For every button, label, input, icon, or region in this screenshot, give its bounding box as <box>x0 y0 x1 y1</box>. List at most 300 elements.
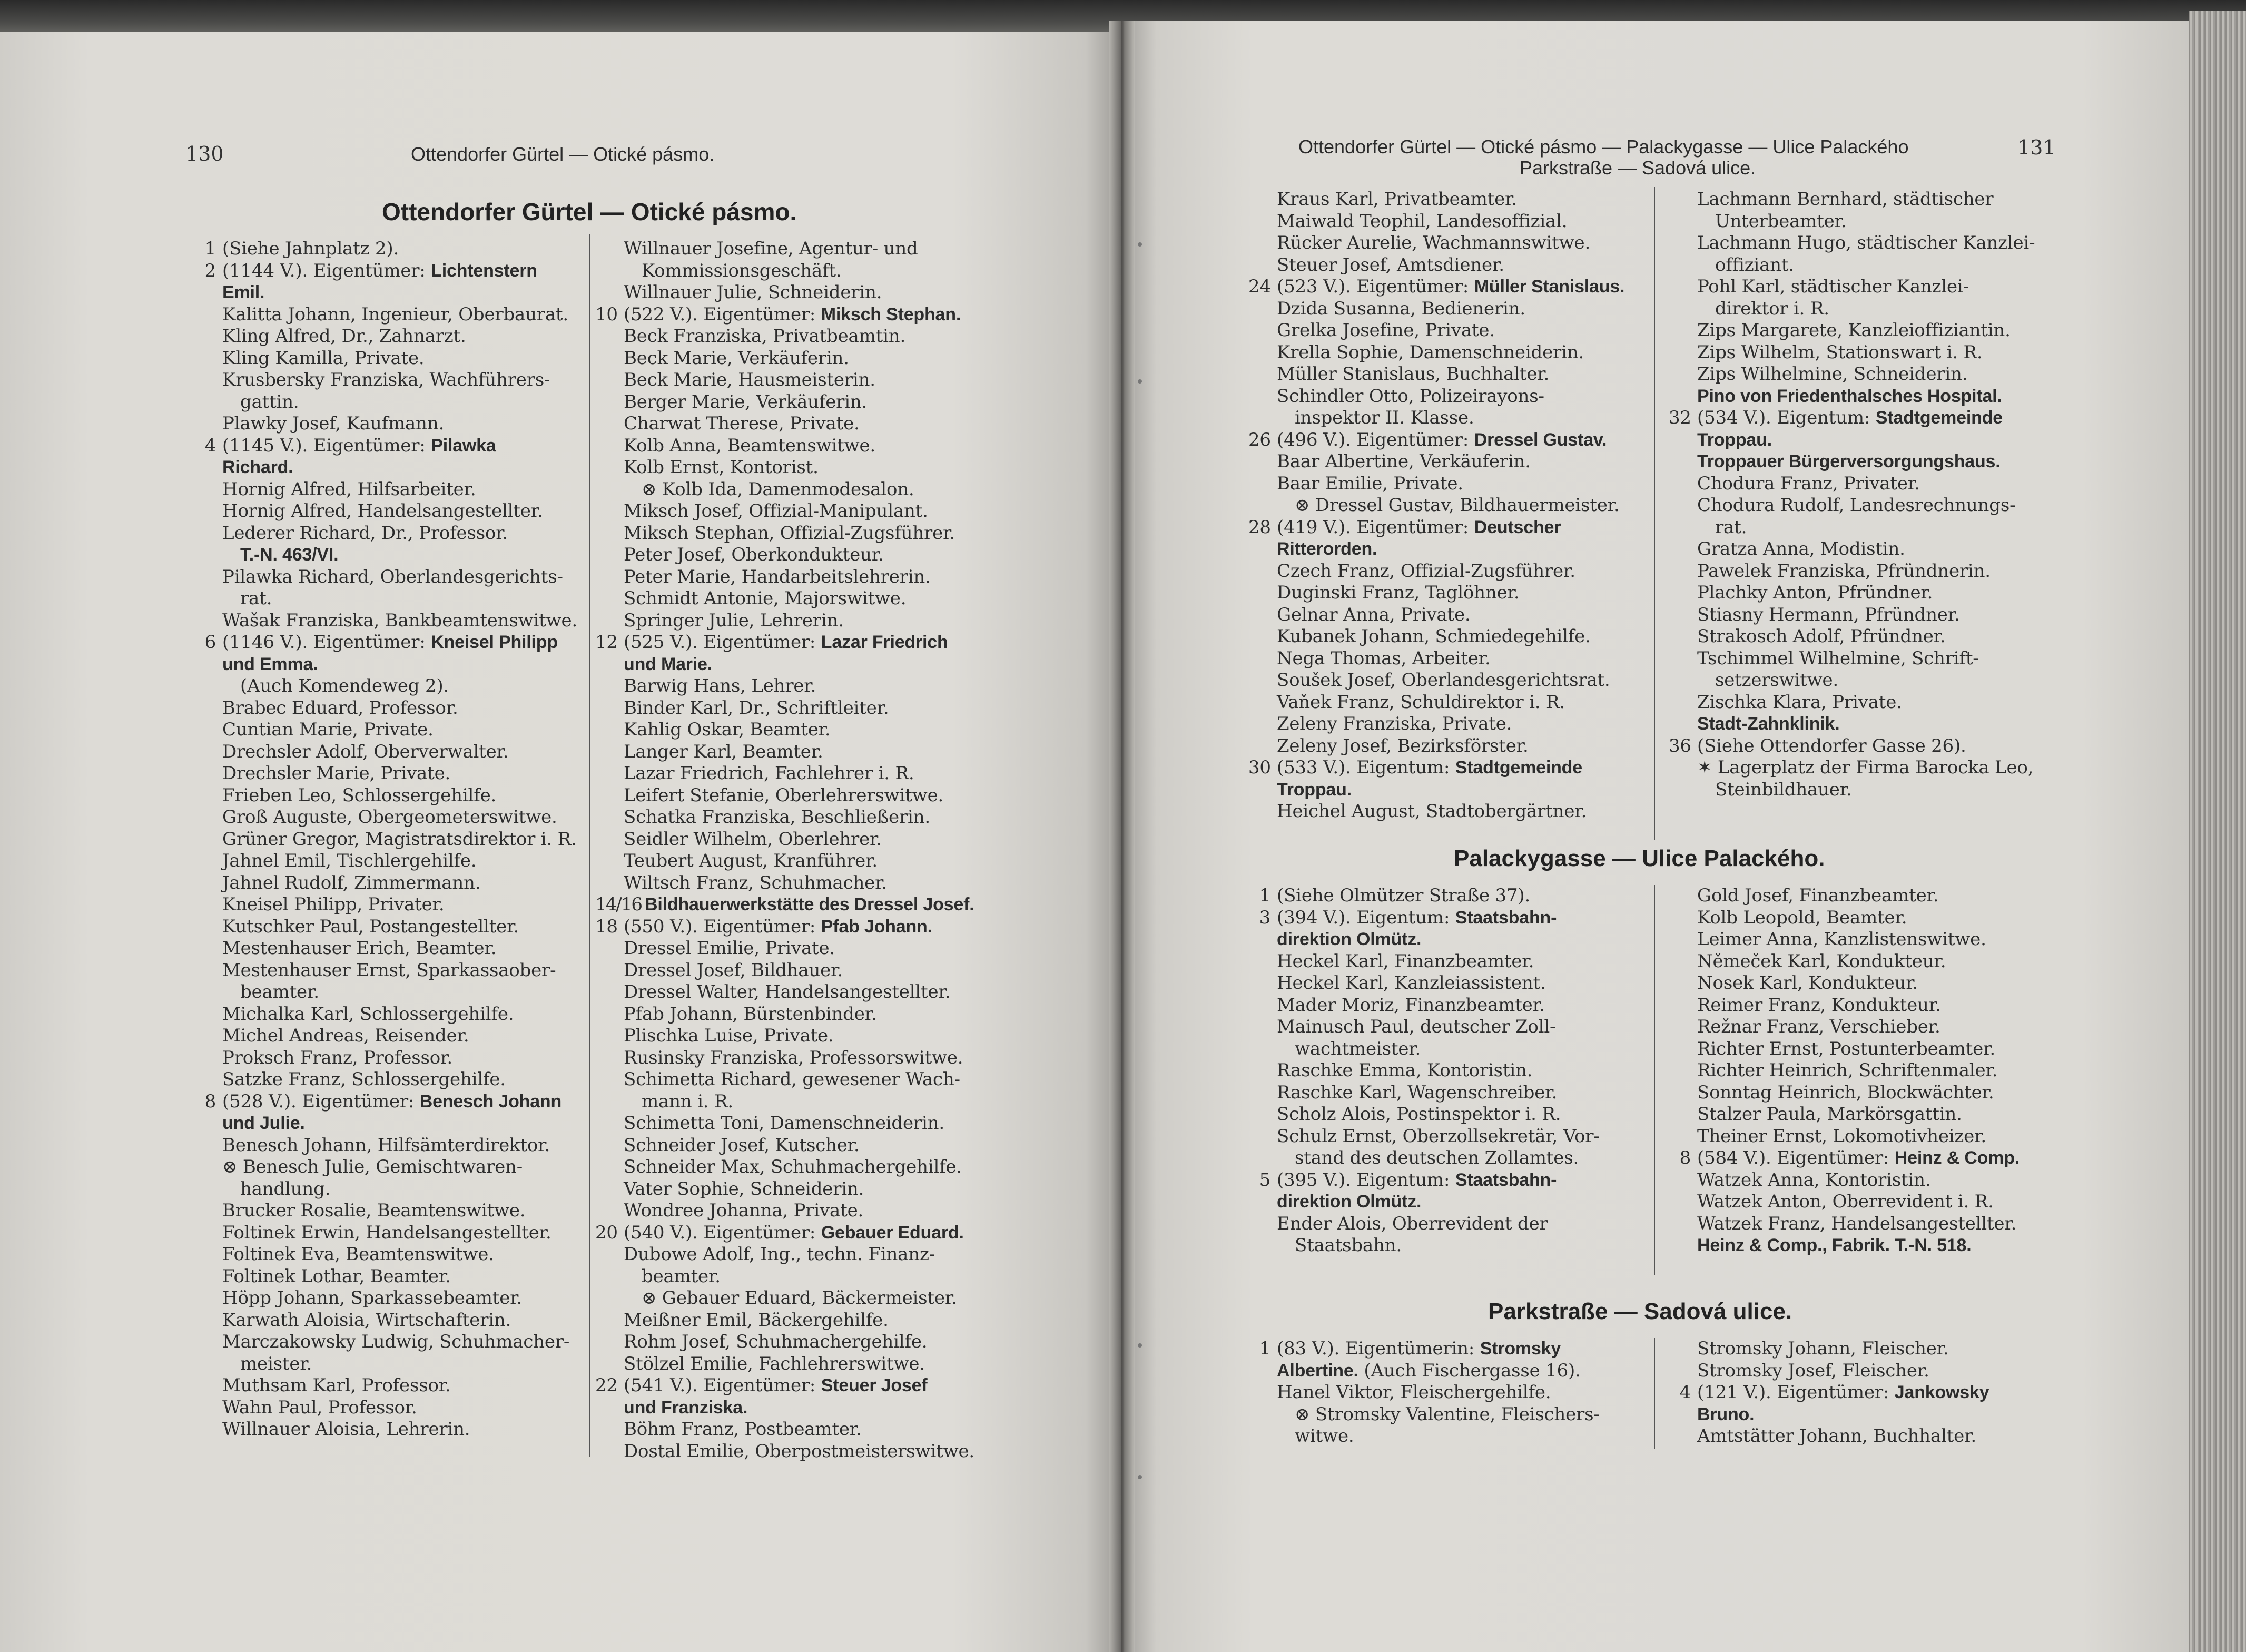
entry-text: Miksch Stephan, Offizial-Zugsführer. <box>624 522 955 544</box>
directory-line <box>1248 670 1624 692</box>
directory-line <box>1669 254 2035 277</box>
entry-text: Duginski Franz, Taglöhner. <box>1277 582 1520 603</box>
entry-text: Zips Wilhelmine, Schneiderin. <box>1697 363 1968 385</box>
entry-text: Willnauer Josefine, Agentur- und <box>624 238 918 259</box>
directory-line <box>1669 929 2020 951</box>
owner-name: Lichtenstern <box>431 260 537 281</box>
directory-line <box>1248 1169 1600 1192</box>
entry-text: (83 V.). Eigentümerin: <box>1277 1338 1480 1359</box>
entry-text: (584 V.). Eigentümer: <box>1697 1147 1895 1168</box>
entry-text: T.-N. 463/VI. <box>240 545 339 565</box>
directory-line <box>1669 648 2035 670</box>
entry-text: (Siehe Olmützer Straße 37). <box>1277 885 1531 906</box>
directory-line <box>194 1113 577 1135</box>
entry-text: (1146 V.). Eigentümer: <box>222 632 431 653</box>
directory-line <box>1669 757 2035 779</box>
house-number: 32 <box>1669 407 1691 428</box>
entry-text: Beck Marie, Hausmeisterin. <box>624 369 875 390</box>
owner-name: Steuer Josef <box>821 1375 928 1395</box>
owner-name: Miksch Stephan. <box>821 304 961 324</box>
column-rule-right-2 <box>1654 885 1655 1275</box>
directory-line <box>1248 1213 1600 1235</box>
entry-text: (496 V.). Eigentümer: <box>1277 429 1474 450</box>
entry-text: Jahnel Emil, Tischlergehilfe. <box>222 850 477 871</box>
directory-line <box>1248 451 1624 473</box>
entry-text: Heinz & Comp., Fabrik. T.-N. 518. <box>1697 1235 1972 1255</box>
directory-line <box>194 610 577 632</box>
directory-line <box>194 1353 577 1375</box>
house-number: 8 <box>204 1090 216 1112</box>
entry-text: Teubert August, Kranführer. <box>624 850 878 871</box>
directory-line <box>1669 189 2035 211</box>
entry-text: Heckel Karl, Finanzbeamter. <box>1277 950 1534 972</box>
left-column-1 <box>194 238 577 1441</box>
entry-text: Schimetta Toni, Damenschneiderin. <box>624 1113 944 1134</box>
entry-text: Wašak Franziska, Bankbeamtenswitwe. <box>222 609 578 631</box>
directory-line <box>595 1375 974 1397</box>
directory-line <box>1248 907 1600 929</box>
directory-line <box>194 238 577 260</box>
entry-text: Zeleny Josef, Bezirksförster. <box>1277 735 1529 756</box>
directory-line <box>1248 1060 1600 1082</box>
entry-text: Lazar Friedrich, Fachlehrer i. R. <box>624 763 914 784</box>
book-gutter <box>1109 21 1135 1652</box>
directory-line <box>1669 1360 1989 1382</box>
entry-text: Troppauer Bürgerversorgungshaus. <box>1697 451 2001 471</box>
entry-text: Raschke Karl, Wagenschreiber. <box>1277 1081 1558 1103</box>
house-number: 5 <box>1259 1169 1270 1191</box>
directory-line <box>1248 560 1624 583</box>
directory-line <box>595 1091 974 1113</box>
directory-line <box>194 588 577 610</box>
directory-line <box>1669 1038 2020 1060</box>
entry-text: und Franziska. <box>624 1397 748 1418</box>
owner-name: Pilawka <box>431 435 496 456</box>
directory-line <box>595 1222 974 1244</box>
entry-text: Zips Wilhelm, Stationswart i. R. <box>1697 341 1983 363</box>
directory-line <box>595 1113 974 1135</box>
directory-line <box>595 1047 974 1069</box>
entry-text: Muthsam Karl, Professor. <box>222 1375 451 1396</box>
entry-text: Peter Marie, Handarbeitslehrerin. <box>624 566 931 587</box>
entry-text: Amtstätter Johann, Buchhalter. <box>1697 1425 1976 1447</box>
directory-line <box>595 1069 974 1091</box>
entry-text: Drechsler Adolf, Oberverwalter. <box>222 741 509 762</box>
directory-line <box>1669 363 2035 386</box>
entry-text: Schimetta Richard, gewesener Wach- <box>624 1069 960 1090</box>
directory-line <box>1248 386 1624 408</box>
entry-text: Foltinek Erwin, Handelsangestellter. <box>222 1222 551 1243</box>
entry-text: ⊗ Gebauer Eduard, Bäckermeister. <box>642 1287 957 1309</box>
house-number: 6 <box>204 632 216 653</box>
entry-text: ⊗ Kolb Ida, Damenmodesalon. <box>642 478 914 500</box>
entry-text: Lachmann Bernhard, städtischer <box>1697 189 1994 210</box>
directory-line <box>194 413 577 435</box>
directory-line <box>1669 972 2020 995</box>
owner-name: Kneisel Philipp <box>431 632 558 652</box>
directory-line <box>1669 582 2035 604</box>
directory-line <box>595 1266 974 1288</box>
entry-text: (540 V.). Eigentümer: <box>624 1222 821 1243</box>
directory-line <box>595 1178 974 1201</box>
directory-line <box>1248 604 1624 626</box>
entry-text: ✶ Lagerplatz der Firma Barocka Leo, <box>1697 757 2034 778</box>
entry-text: Richter Ernst, Postunterbeamter. <box>1697 1038 1995 1059</box>
directory-line <box>595 1200 974 1222</box>
directory-line <box>1669 735 2035 758</box>
column-rule-right-3 <box>1654 1338 1655 1449</box>
house-number: 26 <box>1248 429 1271 450</box>
directory-line <box>1669 473 2035 495</box>
directory-line <box>1248 495 1624 517</box>
directory-line <box>194 1178 577 1201</box>
owner-name: Jankowsky <box>1894 1382 1989 1402</box>
directory-line <box>1248 582 1624 604</box>
directory-line <box>1669 1169 2020 1192</box>
directory-line <box>1248 538 1624 560</box>
owner-name: Gebauer Eduard. <box>821 1222 964 1243</box>
entry-text: Pfab Johann, Bürstenbinder. <box>624 1003 877 1025</box>
entry-text: Dzida Susanna, Bedienerin. <box>1277 298 1525 319</box>
entry-text: Kolb Leopold, Beamter. <box>1697 907 1907 928</box>
owner-name: Müller Stanislaus. <box>1474 277 1625 297</box>
house-number: 1 <box>1259 885 1270 906</box>
directory-line <box>194 1047 577 1069</box>
directory-line <box>595 238 974 260</box>
entry-text: Meißner Emil, Bäckergehilfe. <box>624 1309 889 1331</box>
directory-line <box>1248 1038 1600 1060</box>
directory-line <box>1248 951 1600 973</box>
directory-line <box>194 1331 577 1353</box>
directory-line <box>194 632 577 654</box>
entry-text: Vaňek Franz, Schuldirektor i. R. <box>1277 691 1565 713</box>
entry-text: und Emma. <box>222 654 318 674</box>
owner-name: Stromsky <box>1480 1339 1561 1359</box>
entry-text: Berger Marie, Verkäuferin. <box>624 391 868 412</box>
entry-text: Barwig Hans, Lehrer. <box>624 675 816 696</box>
directory-line <box>1248 1082 1600 1104</box>
directory-line <box>1248 1382 1600 1404</box>
entry-text: Wondree Johanna, Private. <box>624 1200 864 1221</box>
directory-line <box>194 1266 577 1288</box>
entry-text: (Siehe Jahnplatz 2). <box>222 238 399 259</box>
directory-line <box>1669 1382 1989 1404</box>
directory-line <box>194 1156 577 1178</box>
directory-line <box>1669 713 2035 735</box>
entry-text: Baar Emilie, Private. <box>1277 473 1463 494</box>
entry-text: (1145 V.). Eigentümer: <box>222 435 431 456</box>
column-rule-left <box>589 234 590 1457</box>
entry-text: witwe. <box>1295 1425 1354 1447</box>
entry-text: Kutschker Paul, Postangestellter. <box>222 916 519 937</box>
entry-text: Baar Albertine, Verkäuferin. <box>1277 451 1531 472</box>
directory-line <box>1248 254 1624 277</box>
directory-line <box>194 654 577 676</box>
directory-line <box>1669 451 2035 473</box>
directory-line <box>1669 1147 2020 1169</box>
directory-line <box>1248 929 1600 951</box>
entry-text: meister. <box>240 1353 312 1374</box>
directory-line <box>194 829 577 851</box>
entry-text: Schatka Franziska, Beschließerin. <box>624 807 931 828</box>
entry-text: Willnauer Aloisia, Lehrerin. <box>222 1419 470 1440</box>
directory-line <box>1669 232 2035 254</box>
directory-line <box>1669 779 2035 801</box>
house-number: 24 <box>1248 276 1271 297</box>
entry-text: Müller Stanislaus, Buchhalter. <box>1277 363 1550 385</box>
entry-text: Seidler Wilhelm, Oberlehrer. <box>624 828 882 850</box>
left-column-2 <box>595 238 974 1462</box>
house-number: 1 <box>204 238 216 259</box>
entry-text: Wahn Paul, Professor. <box>222 1397 417 1418</box>
entry-text: Zeleny Franziska, Private. <box>1277 713 1512 734</box>
directory-line <box>194 938 577 960</box>
entry-text: Schneider Max, Schuhmachergehilfe. <box>624 1156 962 1177</box>
directory-line <box>194 1244 577 1266</box>
directory-line <box>194 1069 577 1091</box>
entry-text: direktion Olmütz. <box>1277 1192 1422 1212</box>
entry-text: Staatsbahn. <box>1295 1235 1402 1256</box>
entry-text: Stadt-Zahnklinik. <box>1697 714 1840 734</box>
entry-text: (Auch Komendeweg 2). <box>240 675 449 696</box>
directory-line <box>595 675 974 697</box>
directory-line <box>595 326 974 348</box>
entry-text: Schindler Otto, Polizeirayons- <box>1277 385 1544 407</box>
directory-line <box>1669 1338 1989 1360</box>
directory-line <box>194 1287 577 1310</box>
directory-line <box>1669 298 2035 320</box>
entry-text: Pilawka Richard, Oberlandesgerichts- <box>222 566 563 587</box>
entry-text: Benesch Johann, Hilfsämterdirektor. <box>222 1134 550 1156</box>
directory-line <box>1669 538 2035 560</box>
entry-text: Soušek Josef, Oberlandesgerichtsrat. <box>1277 670 1610 691</box>
directory-line <box>194 260 577 282</box>
entry-text: Mader Moriz, Finanzbeamter. <box>1277 994 1545 1016</box>
entry-text: Vater Sophie, Schneiderin. <box>624 1178 864 1199</box>
directory-line <box>194 479 577 501</box>
directory-line <box>1669 1404 1989 1426</box>
entry-text: Rohm Josef, Schuhmachergehilfe. <box>624 1331 928 1352</box>
directory-line <box>194 850 577 872</box>
directory-line <box>595 1397 974 1419</box>
entry-text: Dressel Walter, Handelsangestellter. <box>624 981 951 1002</box>
entry-text: ⊗ Benesch Julie, Gemischtwaren- <box>222 1156 523 1177</box>
directory-line <box>1248 517 1624 539</box>
directory-line <box>595 938 974 960</box>
directory-line <box>1248 189 1624 211</box>
entry-text: Krella Sophie, Damenschneiderin. <box>1277 341 1584 363</box>
directory-line <box>1669 1191 2020 1213</box>
house-number: 12 <box>595 632 618 653</box>
entry-text: Dressel Emilie, Private. <box>624 938 835 959</box>
entry-text: Höpp Johann, Sparkassebeamter. <box>222 1287 523 1309</box>
entry-text: Cuntian Marie, Private. <box>222 719 434 740</box>
entry-text: Raschke Emma, Kontoristin. <box>1277 1060 1533 1081</box>
directory-line <box>1248 1338 1600 1360</box>
entry-text: Kalitta Johann, Ingenieur, Oberbaurat. <box>222 303 568 325</box>
entry-text: (533 V.). Eigentum: <box>1277 757 1455 778</box>
directory-line <box>194 369 577 391</box>
house-number: 8 <box>1679 1147 1691 1168</box>
directory-line <box>1669 276 2035 298</box>
directory-line <box>1248 885 1600 907</box>
directory-line <box>194 872 577 894</box>
directory-line <box>194 1397 577 1419</box>
directory-line <box>1669 211 2035 233</box>
entry-text: Richter Heinrich, Schriftenmaler. <box>1697 1060 1998 1081</box>
directory-line <box>1248 995 1600 1017</box>
entry-text: Unterbeamter. <box>1715 210 1847 232</box>
directory-line <box>595 850 974 872</box>
directory-line <box>1669 407 2035 429</box>
directory-line <box>595 413 974 435</box>
entry-text: Krusbersky Franziska, Wachführers- <box>222 369 550 390</box>
running-header-right-2: Parkstraße — Sadová ulice. <box>1520 157 1756 179</box>
directory-line <box>1669 1213 2020 1235</box>
entry-text: Beck Marie, Verkäuferin. <box>624 347 849 369</box>
entry-text: Strakosch Adolf, Pfründner. <box>1697 626 1946 647</box>
house-number: 1 <box>1259 1338 1270 1359</box>
directory-line <box>194 566 577 588</box>
house-number: 36 <box>1669 735 1691 756</box>
directory-line <box>1669 1126 2020 1148</box>
directory-line <box>1669 1082 2020 1104</box>
entry-text: Willnauer Julie, Schneiderin. <box>624 282 882 303</box>
entry-text: Leifert Stefanie, Oberlehrerswitwe. <box>624 784 944 806</box>
directory-line <box>1248 801 1624 823</box>
directory-line <box>194 282 577 304</box>
directory-line <box>1248 211 1624 233</box>
directory-line <box>1248 429 1624 451</box>
entry-text: Proksch Franz, Professor. <box>222 1047 452 1068</box>
entry-text: setzerswitwe. <box>1715 670 1839 691</box>
owner-name: Stadtgemeinde <box>1455 758 1582 778</box>
directory-line <box>595 654 974 676</box>
entry-text: Marczakowsky Ludwig, Schuhmacher- <box>222 1331 570 1352</box>
directory-line <box>595 829 974 851</box>
house-number: 4 <box>1679 1382 1691 1403</box>
directory-line <box>1248 232 1624 254</box>
directory-line <box>595 369 974 391</box>
entry-text: rat. <box>1715 516 1747 538</box>
directory-line <box>194 916 577 938</box>
entry-text: inspektor II. Klasse. <box>1295 407 1474 428</box>
directory-line <box>194 675 577 697</box>
binding-hole <box>1138 242 1142 247</box>
entry-text: Böhm Franz, Postbeamter. <box>624 1419 862 1440</box>
entry-text: Charwat Therese, Private. <box>624 413 860 434</box>
entry-text: Emil. <box>222 282 265 302</box>
entry-text: Hanel Viktor, Fleischergehilfe. <box>1277 1382 1551 1403</box>
house-number: 4 <box>204 435 216 456</box>
entry-text: Miksch Josef, Offizial-Manipulant. <box>624 500 928 522</box>
directory-line <box>595 566 974 588</box>
directory-line <box>595 719 974 741</box>
entry-text: (541 V.). Eigentümer: <box>624 1375 821 1396</box>
entry-text: Mestenhauser Erich, Beamter. <box>222 938 497 959</box>
directory-line <box>1669 626 2035 648</box>
entry-text: Brucker Rosalie, Beamtenswitwe. <box>222 1200 526 1221</box>
entry-text: Brabec Eduard, Professor. <box>222 697 458 719</box>
owner-name: Deutscher <box>1474 517 1561 537</box>
entry-text: Stromsky Johann, Fleischer. <box>1697 1338 1949 1359</box>
directory-line <box>595 304 974 326</box>
directory-line <box>1669 604 2035 626</box>
directory-line <box>194 1025 577 1047</box>
directory-line <box>194 894 577 916</box>
directory-line <box>595 435 974 457</box>
directory-line <box>194 785 577 807</box>
directory-line <box>194 697 577 720</box>
entry-text: Czech Franz, Offizial-Zugsführer. <box>1277 560 1575 582</box>
entry-text: Režnar Franz, Verschieber. <box>1697 1016 1940 1037</box>
directory-line <box>194 544 577 566</box>
entry-text: Kolb Anna, Beamtenswitwe. <box>624 435 876 456</box>
directory-line <box>194 1222 577 1244</box>
directory-line <box>595 588 974 610</box>
entry-text: Peter Josef, Oberkondukteur. <box>624 544 884 565</box>
directory-line <box>1669 429 2035 451</box>
entry-text: (121 V.). Eigentümer: <box>1697 1382 1895 1403</box>
entry-text: Ender Alois, Oberrevident der <box>1277 1213 1548 1234</box>
entry-text: Heichel August, Stadtobergärtner. <box>1277 801 1587 822</box>
directory-line <box>1248 298 1624 320</box>
entry-text: Albertine. <box>1277 1360 1358 1381</box>
entry-text: Bruno. <box>1697 1404 1755 1424</box>
entry-text: und Julie. <box>222 1113 305 1133</box>
entry-text: ⊗ Dressel Gustav, Bildhauermeister. <box>1295 495 1620 516</box>
house-number: 14/16 <box>595 894 642 915</box>
entry-text: Steinbildhauer. <box>1715 779 1852 800</box>
directory-line <box>194 435 577 457</box>
entry-text: gattin. <box>240 391 299 412</box>
entry-text: Dressel Josef, Bildhauer. <box>624 959 843 981</box>
entry-text: Reimer Franz, Kondukteur. <box>1697 994 1941 1016</box>
directory-line <box>1669 1235 2020 1257</box>
entry-text: Gratza Anna, Modistin. <box>1697 538 1905 559</box>
directory-line <box>194 1375 577 1397</box>
entry-text: Tschimmel Wilhelmine, Schrift- <box>1697 647 1979 669</box>
entry-text: Plachky Anton, Pfründner. <box>1697 582 1933 603</box>
entry-text: Mestenhauser Ernst, Sparkassaober- <box>222 959 556 981</box>
page-edges <box>2189 11 2246 1652</box>
page-number-right: 131 <box>2017 136 2056 159</box>
directory-line <box>1669 1425 1989 1448</box>
entry-text: Schneider Josef, Kutscher. <box>624 1134 860 1156</box>
directory-line <box>1248 276 1624 298</box>
owner-name: Bildhauerwerkstätte des Dressel Josef. <box>645 894 974 914</box>
directory-line <box>595 632 974 654</box>
directory-line <box>194 741 577 763</box>
entry-text: Karwath Aloisia, Wirtschafterin. <box>222 1309 511 1331</box>
column-rule-right-1 <box>1654 187 1655 840</box>
directory-line <box>595 872 974 894</box>
directory-line <box>194 1200 577 1222</box>
owner-name: Lazar Friedrich <box>821 632 948 652</box>
entry-text: Schmidt Antonie, Majorswitwe. <box>624 588 907 609</box>
directory-line <box>194 1091 577 1113</box>
entry-text: Mainusch Paul, deutscher Zoll- <box>1277 1016 1556 1037</box>
entry-text: (522 V.). Eigentümer: <box>624 303 821 325</box>
entry-text: Plischka Luise, Private. <box>624 1025 834 1046</box>
entry-text: Drechsler Marie, Private. <box>222 763 451 784</box>
directory-line <box>1248 648 1624 670</box>
entry-text: Pino von Friedenthalsches Hospital. <box>1697 386 2002 406</box>
entry-text: Kolb Ernst, Kontorist. <box>624 457 819 478</box>
house-number: 28 <box>1248 516 1271 538</box>
entry-text: (419 V.). Eigentümer: <box>1277 516 1474 538</box>
owner-name: Heinz & Comp. <box>1894 1148 2020 1168</box>
